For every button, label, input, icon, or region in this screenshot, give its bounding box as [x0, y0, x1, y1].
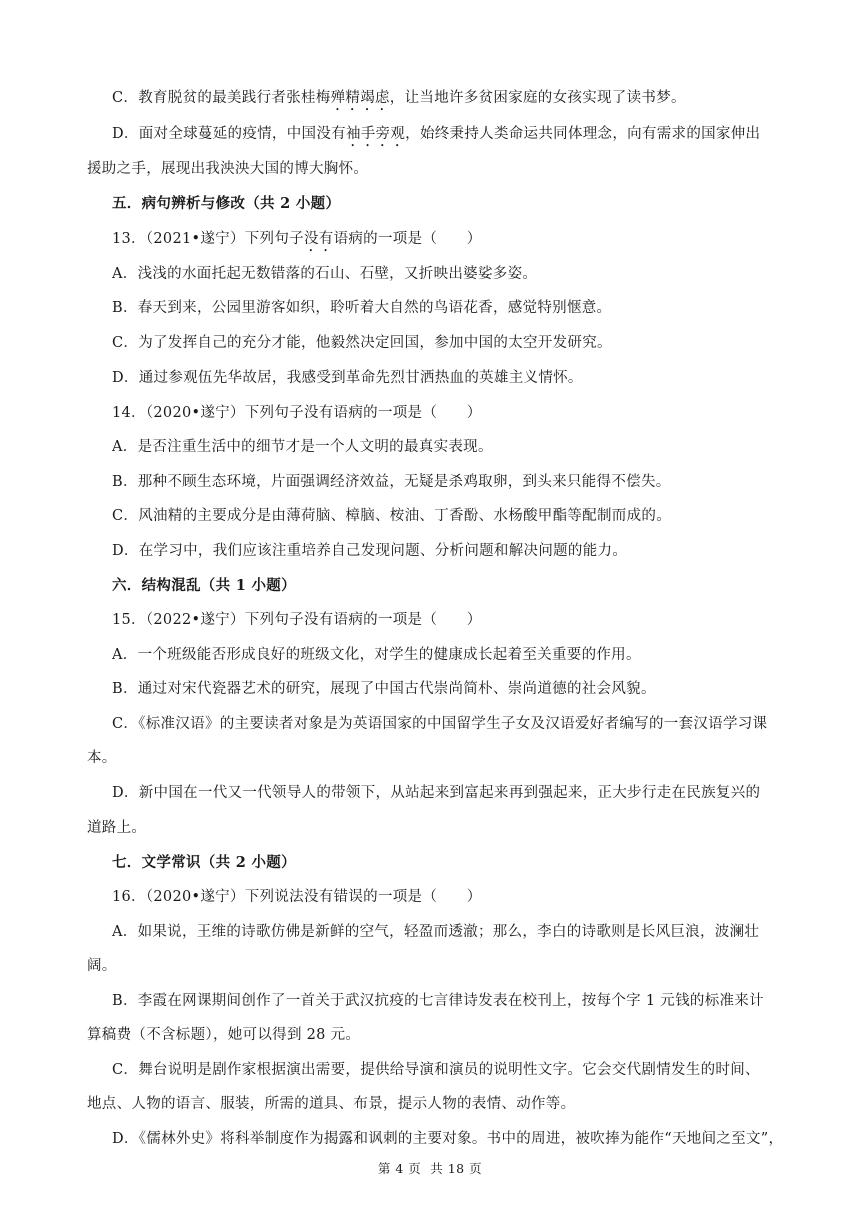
q16-option-b-cont: 算稿费（不含标题），她可以得到 28 元。	[87, 1027, 361, 1043]
q16-option-c: C．舞台说明是剧作家根据演出需要，提供给导演和演员的说明性文字。它会交代剧情发生的时间、	[112, 1062, 760, 1078]
q14-option-a: A．是否注重生活中的细节才是一个人文明的最真实表现。	[112, 439, 493, 455]
q15-option-d: D．新中国在一代又一代领导人的带领下，从站起来到富起来再到强起来，正大步行走在民族复兴的	[112, 785, 761, 801]
q16-option-a: A．如果说，王维的诗歌仿佛是新鲜的空气，轻盈而透澈；那么，李白的诗歌则是长风巨浪，波澜壮	[112, 924, 760, 940]
q15-option-a: A．一个班级能否形成良好的班级文化，对学生的健康成长起着至关重要的作用。	[112, 647, 641, 663]
q13-option-a: A．浅浅的水面托起无数错落的石山、石壁，又折映出婆娑多姿。	[112, 266, 538, 282]
q13-option-d: D．通过参观伍先华故居，我感受到革命先烈甘洒热血的英雄主义情怀。	[112, 370, 583, 386]
q14-option-b: B．那种不顾生态环境，片面强调经济效益，无疑是杀鸡取卵，到头来只能得不偿失。	[112, 474, 671, 490]
q15-option-b: B．通过对宋代瓷器艺术的研究，展现了中国古代崇尚简朴、崇尚道德的社会风貌。	[112, 681, 656, 697]
q14-stem: 14．（2020•遂宁）下列句子没有语病的一项是（ ）	[112, 405, 482, 421]
section-title: 五．病句辨析与修改（共 2 小题）	[112, 195, 341, 212]
q16-stem: 16．（2020•遂宁）下列说法没有错误的一项是（ ）	[112, 889, 482, 905]
q12-option-c: C．教育脱贫的最美践行者张桂梅殚精竭虑，让当地许多贫困家庭的女孩实现了读书梦。	[112, 90, 686, 106]
q16-option-b: B．李霞在网课期间创作了一首关于武汉抗疫的七言律诗发表在校刊上，按每个字 1 元钱的标准来计	[112, 993, 764, 1009]
emphasis-dots: 殚精竭虑	[330, 90, 390, 106]
q13-option-b: B．春天到来，公园里游客如织，聆听着大自然的鸟语花香，感觉特别惬意。	[112, 300, 612, 316]
q15-option-d-cont: 道路上。	[87, 820, 147, 836]
q13-stem: 13．（2021•遂宁）下列句子没有语病的一项是（ ）	[112, 231, 482, 247]
section-title: 六．结构混乱（共 1 小题）	[112, 577, 296, 594]
q16-option-c-cont: 地点、人物的语言、服装，所需的道具、布景，提示人物的表情、动作等。	[87, 1096, 576, 1112]
q16-option-d: D．《儒林外史》将科举制度作为揭露和讽刺的主要对象。书中的周进，被吹捧为能作“天地间之至文”，	[112, 1131, 784, 1147]
q15-stem: 15．（2022•遂宁）下列句子没有语病的一项是（ ）	[112, 612, 482, 628]
q12-option-d: D．面对全球蔓延的疫情，中国没有袖手旁观，始终秉持人类命运共同体理念，向有需求的国家伸出	[112, 126, 761, 142]
q14-option-c: C．风油精的主要成分是由薄荷脑、樟脑、桉油、丁香酚、水杨酸甲酯等配制而成的。	[112, 508, 671, 524]
q16-option-a-cont: 阔。	[87, 958, 117, 974]
emphasis-dots: 袖手旁观	[345, 126, 406, 142]
section-title: 七．文学常识（共 2 小题）	[112, 854, 296, 871]
page-number: 4	[395, 1161, 404, 1176]
q12-option-d-cont: 援助之手，展现出我泱泱大国的博大胸怀。	[87, 161, 369, 177]
q14-option-d: D．在学习中，我们应该注重培养自己发现问题、分析问题和解决问题的能力。	[112, 543, 628, 559]
page-footer: 第 4 页 共 18 页	[377, 1161, 483, 1176]
emphasis-dots: 没有	[303, 231, 334, 247]
q13-option-c: C．为了发挥自己的充分才能，他毅然决定回国，参加中国的太空开发研究。	[112, 335, 612, 351]
q15-option-c-cont: 本。	[87, 750, 117, 766]
total-pages: 18	[447, 1161, 465, 1176]
q15-option-c: C．《标准汉语》的主要读者对象是为英语国家的中国留学生子女及汉语爱好者编写的一套汉语学习课	[112, 716, 768, 732]
